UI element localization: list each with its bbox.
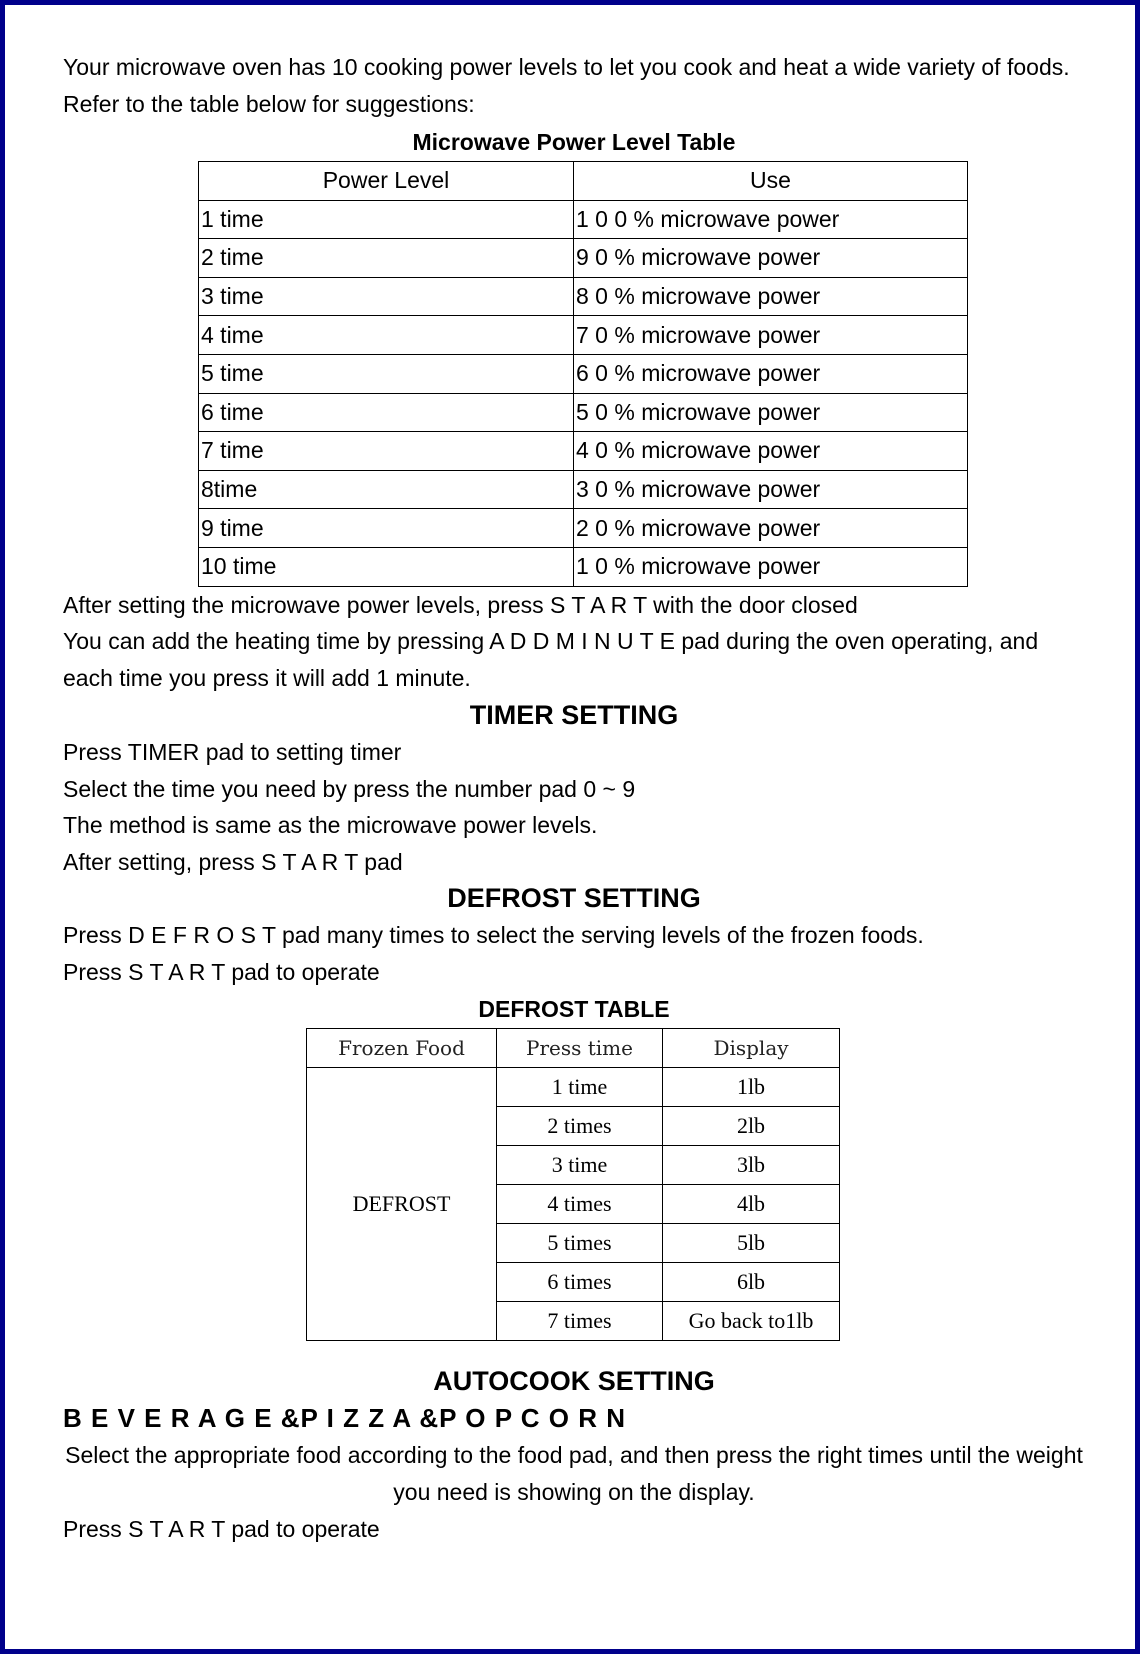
table-row xyxy=(199,547,968,586)
table-row xyxy=(199,470,968,509)
add-minute-paragraph: You can add the heating time by pressing A D D M I N U T E pad during the oven operating, and each time you press it will add 1 minute. xyxy=(63,628,1039,692)
table-row xyxy=(199,393,968,432)
power-table-header-use: Use xyxy=(574,162,968,201)
defrost-header-display: Display xyxy=(663,1029,840,1068)
defrost-display-cell: 5lb xyxy=(663,1224,840,1263)
power-use-cell: 1 0 0 % microwave power xyxy=(574,200,968,239)
power-level-cell: 8time xyxy=(199,470,574,509)
defrost-table-title: DEFROST TABLE xyxy=(478,996,670,1023)
defrost-press-cell: 7 times xyxy=(497,1302,663,1341)
defrost-press-cell: 3 time xyxy=(497,1146,663,1185)
power-level-cell: 1 time xyxy=(199,200,574,239)
defrost-press-cell: 6 times xyxy=(497,1263,663,1302)
defrost-press-cell: 5 times xyxy=(497,1224,663,1263)
power-use-cell: 5 0 % microwave power xyxy=(574,393,968,432)
power-level-cell: 10 time xyxy=(199,547,574,586)
defrost-line: Press S T A R T pad to operate xyxy=(63,958,380,985)
power-level-cell: 4 time xyxy=(199,316,574,355)
defrost-header-press: Press time xyxy=(497,1029,663,1068)
power-level-cell: 3 time xyxy=(199,277,574,316)
table-row xyxy=(199,200,968,239)
intro-paragraph: Your microwave oven has 10 cooking power levels to let you cook and heat a wide variety of foods. Refer to the table below for suggestions: xyxy=(63,54,1070,117)
defrost-header-food: Frozen Food xyxy=(307,1029,497,1068)
table-row xyxy=(199,316,968,355)
timer-line: After setting, press S T A R T pad xyxy=(63,848,403,875)
power-level-cell: 9 time xyxy=(199,509,574,548)
table-row xyxy=(199,509,968,548)
autocook-instruction: Select the appropriate food according to the food pad, and then press the right times until the weight you need is showing on the display. xyxy=(65,1442,1083,1506)
defrost-line: Press D E F R O S T pad many times to select the serving levels of the frozen foods. xyxy=(63,922,924,949)
defrost-display-cell: 3lb xyxy=(663,1146,840,1185)
power-use-cell: 7 0 % microwave power xyxy=(574,316,968,355)
defrost-display-cell: 1lb xyxy=(663,1068,840,1107)
defrost-display-cell: 2lb xyxy=(663,1107,840,1146)
defrost-table xyxy=(306,1028,840,1341)
table-row xyxy=(307,1068,840,1107)
defrost-display-cell: 6lb xyxy=(663,1263,840,1302)
timer-line: The method is same as the microwave power levels. xyxy=(63,812,598,839)
page-content xyxy=(63,49,1085,1548)
power-use-cell: 6 0 % microwave power xyxy=(574,354,968,393)
timer-line: Press TIMER pad to setting timer xyxy=(63,739,402,766)
power-level-table xyxy=(198,161,968,587)
defrost-press-cell: 2 times xyxy=(497,1107,663,1146)
defrost-press-cell: 1 time xyxy=(497,1068,663,1107)
power-use-cell: 9 0 % microwave power xyxy=(574,239,968,278)
power-table-header-level: Power Level xyxy=(199,162,574,201)
defrost-display-cell: Go back to1lb xyxy=(663,1302,840,1341)
autocook-heading: AUTOCOOK SETTING xyxy=(433,1366,715,1397)
power-use-cell: 4 0 % microwave power xyxy=(574,432,968,471)
power-level-cell: 6 time xyxy=(199,393,574,432)
defrost-table-header-row xyxy=(307,1029,840,1068)
table-row xyxy=(199,354,968,393)
defrost-heading: DEFROST SETTING xyxy=(447,883,701,914)
power-use-cell: 3 0 % microwave power xyxy=(574,470,968,509)
spacer xyxy=(63,1341,1085,1363)
table-row xyxy=(199,239,968,278)
power-use-cell: 2 0 % microwave power xyxy=(574,509,968,548)
timer-heading: TIMER SETTING xyxy=(469,700,679,731)
power-use-cell: 8 0 % microwave power xyxy=(574,277,968,316)
power-level-cell: 7 time xyxy=(199,432,574,471)
after-power-line: After setting the microwave power levels, press S T A R T with the door closed xyxy=(63,591,858,618)
defrost-food-cell: DEFROST xyxy=(307,1068,497,1341)
power-use-cell: 1 0 % microwave power xyxy=(574,547,968,586)
autocook-start-line: Press S T A R T pad to operate xyxy=(63,1516,380,1543)
power-level-cell: 5 time xyxy=(199,354,574,393)
table-row xyxy=(199,277,968,316)
timer-line: Select the time you need by press the number pad 0 ~ 9 xyxy=(63,775,636,802)
power-table-header-row xyxy=(199,162,968,201)
defrost-press-cell: 4 times xyxy=(497,1185,663,1224)
power-level-cell: 2 time xyxy=(199,239,574,278)
power-table-title: Microwave Power Level Table xyxy=(412,129,736,155)
defrost-display-cell: 4lb xyxy=(663,1185,840,1224)
table-row xyxy=(199,432,968,471)
autocook-subtitle: B E V E R A G E &P I Z Z A &P O P C O R N xyxy=(63,1403,627,1434)
